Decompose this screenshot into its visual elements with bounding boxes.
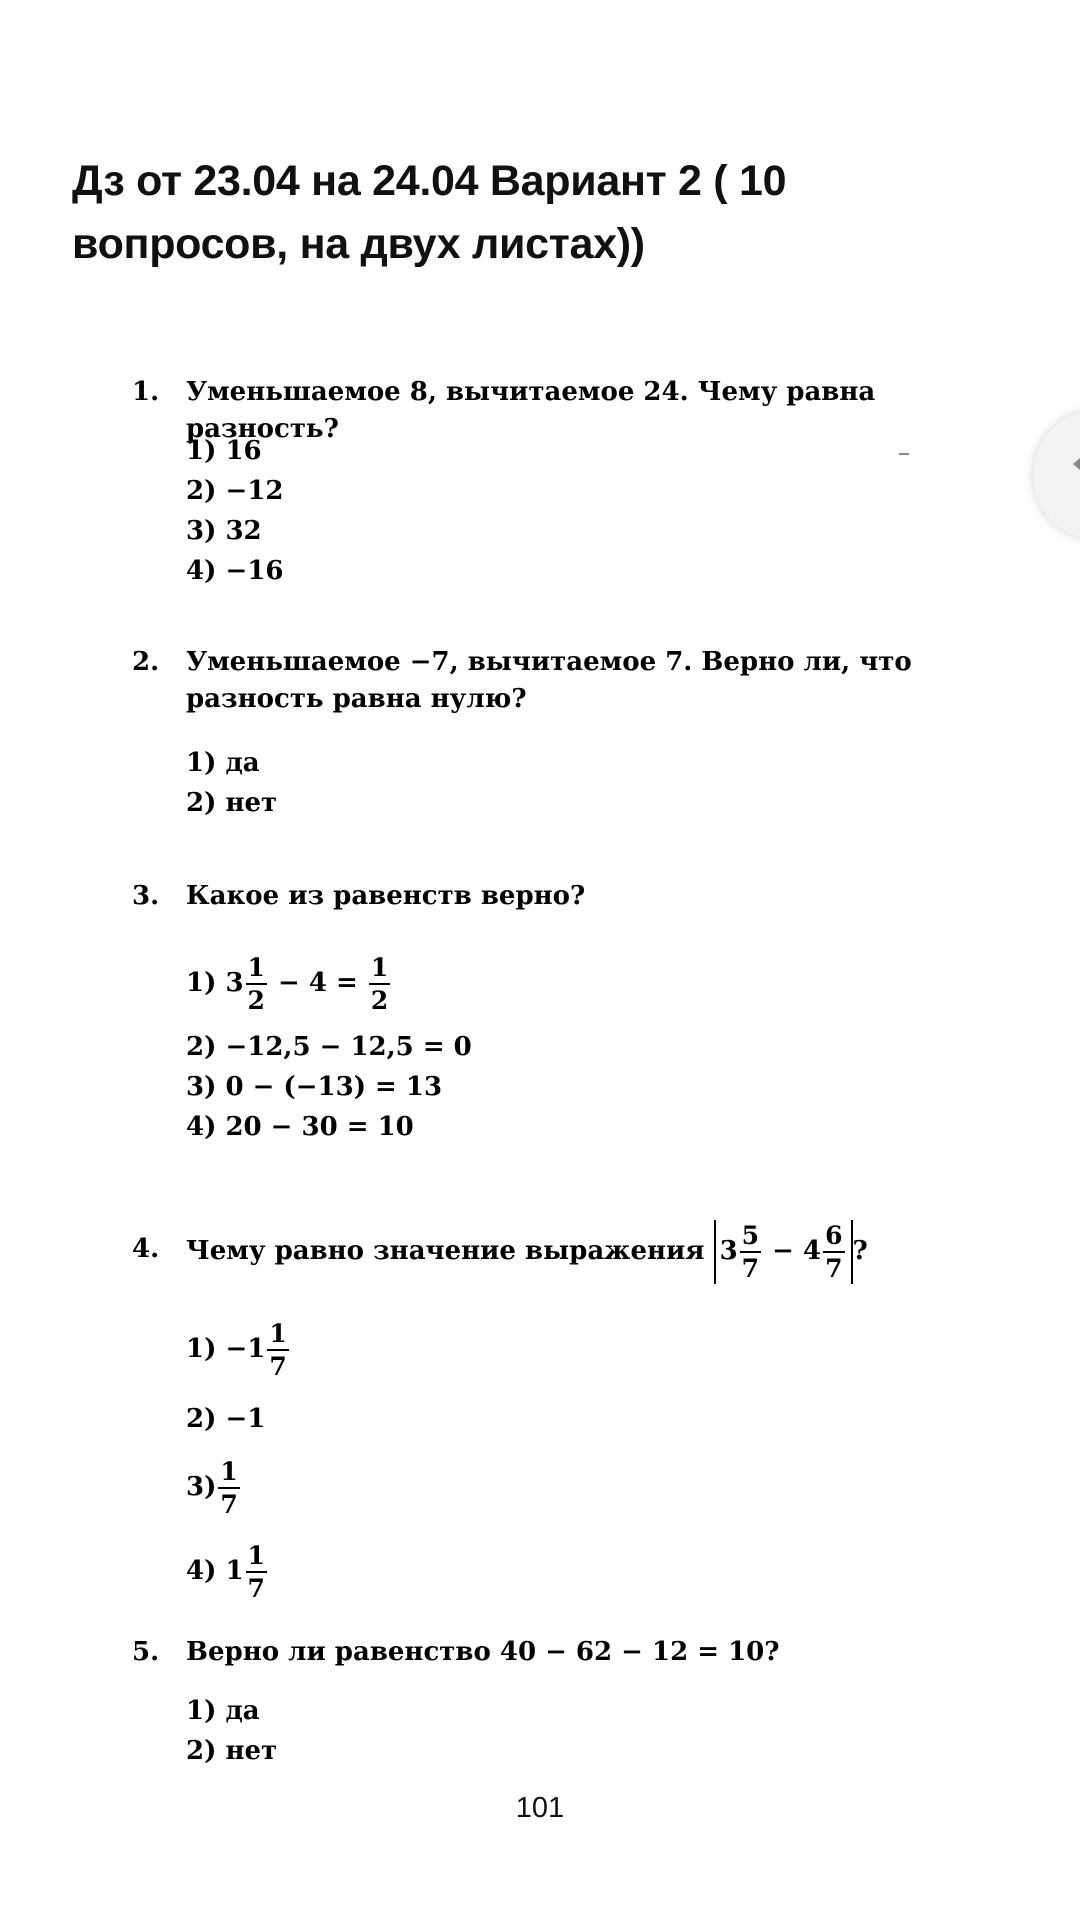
denominator: 7 [247,1574,265,1603]
numerator: 1 [369,952,390,985]
denominator: 7 [220,1490,238,1519]
numerator: 1 [246,952,267,985]
answer-option[interactable]: 2) −12,5 − 12,5 = 0 [186,1032,472,1062]
answer-option[interactable] [186,952,392,1016]
denominator: 7 [741,1254,760,1283]
option-label: 1) −1 [186,1334,266,1364]
answer-option[interactable]: 3) 0 − (−13) = 13 [186,1072,443,1102]
answer-option[interactable]: 2) нет [186,1736,278,1766]
question-text: Уменьшаемое −7, вычитаемое 7. Верно ли, что разность равна нулю? [186,647,912,714]
answer-option[interactable]: 2) −1 [186,1404,266,1434]
answer-option[interactable] [186,1540,269,1604]
whole-part: 3 [719,1236,738,1266]
option-label: 4) 1 [186,1556,244,1586]
answer-option[interactable]: 4) −16 [186,556,284,586]
question-text: Верно ли равенство 40 − 62 − 12 = 10? [186,1637,780,1667]
question-text: Какое из равенств верно? [186,881,586,911]
scan-mark [899,453,909,455]
option-middle: − 4 = [278,968,358,998]
numerator: 1 [246,1540,267,1573]
fraction [246,952,267,1016]
answer-option[interactable]: 1) да [186,1696,260,1726]
numerator: 5 [740,1220,761,1253]
denominator: 7 [269,1352,287,1381]
question-mark: ? [852,1236,868,1266]
page-number: 101 [515,1792,565,1824]
answer-option[interactable] [186,1456,242,1520]
fraction [369,952,390,1016]
denominator: 7 [825,1254,843,1283]
answer-option[interactable]: 1) да [186,748,260,778]
question-number: 3. [132,881,160,911]
numerator: 1 [267,1318,288,1351]
fraction [246,1540,267,1604]
denominator: 2 [370,986,389,1015]
fraction [823,1220,844,1284]
question-number: 2. [132,647,160,677]
whole-part: 4 [803,1236,822,1266]
numerator: 1 [218,1456,239,1489]
answer-option[interactable] [186,1318,291,1382]
question-number: 4. [132,1234,160,1264]
fraction [218,1456,239,1520]
operator: − [772,1236,794,1266]
answer-option[interactable]: 2) нет [186,788,278,818]
fraction [267,1318,288,1382]
answer-option[interactable]: 2) −12 [186,476,284,506]
answer-option[interactable]: 1) 16 [186,436,262,466]
absolute-value-expression [714,1220,853,1284]
chevron-left-icon [1073,450,1080,478]
answer-option[interactable]: 3) 32 [186,516,262,546]
option-prefix: 1) 3 [186,968,244,998]
numerator: 6 [823,1220,844,1253]
question-number: 1. [132,377,160,407]
question-text: Чему равно значение выражения [186,1236,705,1266]
fraction [740,1220,761,1284]
question-text-line [186,1220,1036,1284]
question-text: Уменьшаемое 8, вычитаемое 24. Чему равна разность? [186,377,876,444]
page-title: Дз от 23.04 на 24.04 Вариант 2 ( 10 вопросов, на двух листах)) [72,157,787,268]
option-label: 3) [186,1472,217,1502]
answer-option[interactable]: 4) 20 − 30 = 10 [186,1112,414,1142]
question-number: 5. [132,1637,160,1667]
side-navigation-button[interactable] [1033,410,1080,540]
denominator: 2 [247,986,265,1015]
